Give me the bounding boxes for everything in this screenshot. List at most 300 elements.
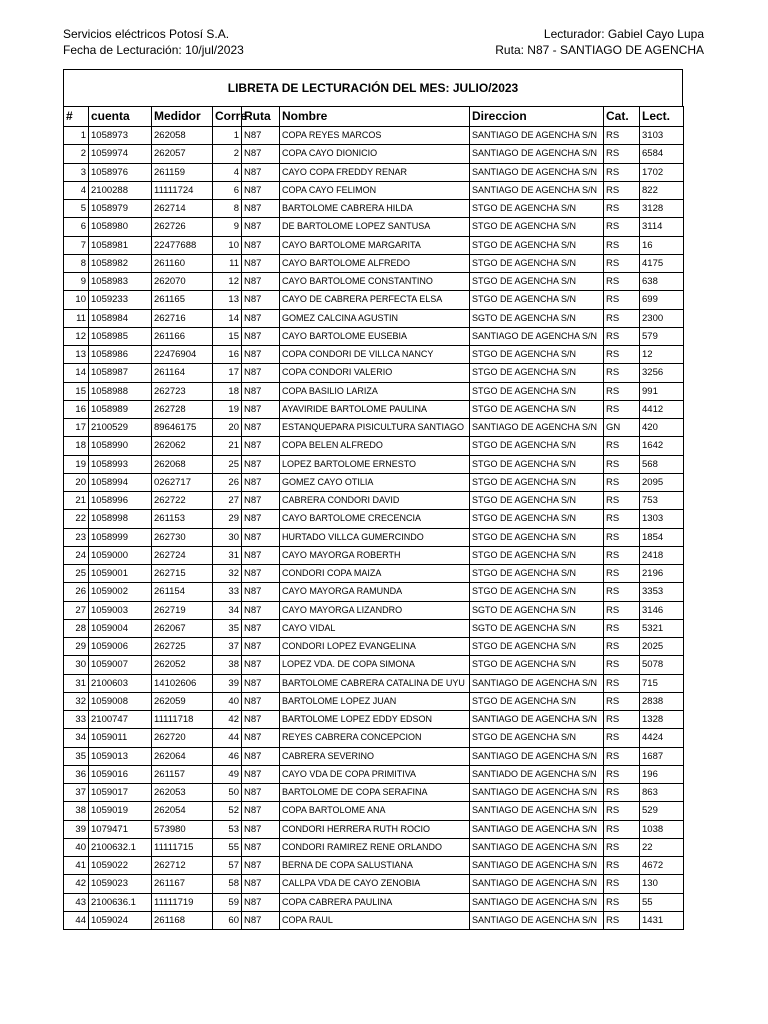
row-index: 9 (64, 273, 89, 291)
sequence-cell: 39 (213, 674, 242, 692)
row-index: 43 (64, 893, 89, 911)
reading-cell: 863 (640, 784, 684, 802)
reading-cell: 715 (640, 674, 684, 692)
name-cell: CAYO BARTOLOME ALFREDO (280, 254, 470, 272)
address-cell: SANTIAGO DE AGENCHA S/N (470, 327, 604, 345)
address-cell: STGO DE AGENCHA S/N (470, 583, 604, 601)
account-cell: 1058981 (89, 236, 152, 254)
name-cell: COPA CAYO DIONICIO (280, 145, 470, 163)
table-row (64, 400, 684, 418)
name-cell: CONDORI HERRERA RUTH ROCIO (280, 820, 470, 838)
meter-cell: 262067 (152, 619, 213, 637)
reading-cell: 753 (640, 492, 684, 510)
address-cell: SANTIAGO DE AGENCHA S/N (470, 711, 604, 729)
row-index: 12 (64, 327, 89, 345)
table-row (64, 473, 684, 491)
name-cell: COPA CONDORI DE VILLCA NANCY (280, 346, 470, 364)
account-cell: 1058973 (89, 127, 152, 145)
account-cell: 1059004 (89, 619, 152, 637)
account-cell: 1059022 (89, 857, 152, 875)
table-row (64, 875, 684, 893)
table-row (64, 528, 684, 546)
name-cell: COPA BARTOLOME ANA (280, 802, 470, 820)
reading-cell: 2418 (640, 546, 684, 564)
address-cell: STGO DE AGENCHA S/N (470, 254, 604, 272)
account-cell: 1058999 (89, 528, 152, 546)
meter-cell: 22476904 (152, 346, 213, 364)
col-header-route: Ruta (242, 107, 280, 127)
meter-cell: 261160 (152, 254, 213, 272)
reading-cell: 991 (640, 382, 684, 400)
reading-cell: 638 (640, 273, 684, 291)
sequence-cell: 4 (213, 163, 242, 181)
meter-cell: 262053 (152, 784, 213, 802)
account-cell: 1059001 (89, 565, 152, 583)
route-label: Ruta: N87 - SANTIAGO DE AGENCHA (495, 43, 704, 57)
name-cell: GOMEZ CALCINA AGUSTIN (280, 309, 470, 327)
row-index: 4 (64, 181, 89, 199)
reading-date: Fecha de Lecturación: 10/jul/2023 (63, 43, 244, 57)
sequence-cell: 6 (213, 181, 242, 199)
table-row (64, 218, 684, 236)
category-cell: RS (604, 492, 640, 510)
address-cell: STGO DE AGENCHA S/N (470, 273, 604, 291)
table-row (64, 838, 684, 856)
address-cell: SANTIAGO DE AGENCHA S/N (470, 838, 604, 856)
sequence-cell: 40 (213, 692, 242, 710)
meter-cell: 262059 (152, 692, 213, 710)
meter-cell: 11111719 (152, 893, 213, 911)
route-cell: N87 (242, 747, 280, 765)
address-cell: STGO DE AGENCHA S/N (470, 437, 604, 455)
reading-cell: 2025 (640, 638, 684, 656)
reading-cell: 4175 (640, 254, 684, 272)
category-cell: RS (604, 236, 640, 254)
meter-cell: 261157 (152, 765, 213, 783)
account-cell: 1058987 (89, 364, 152, 382)
route-cell: N87 (242, 145, 280, 163)
row-index: 33 (64, 711, 89, 729)
name-cell: GOMEZ CAYO OTILIA (280, 473, 470, 491)
meter-cell: 261153 (152, 510, 213, 528)
reading-cell: 699 (640, 291, 684, 309)
col-header-name: Nombre (280, 107, 470, 127)
row-index: 14 (64, 364, 89, 382)
sequence-cell: 37 (213, 638, 242, 656)
sequence-cell: 50 (213, 784, 242, 802)
account-cell: 2100632.1 (89, 838, 152, 856)
name-cell: CAYO BARTOLOME CRECENCIA (280, 510, 470, 528)
route-cell: N87 (242, 254, 280, 272)
reading-cell: 568 (640, 455, 684, 473)
row-index: 30 (64, 656, 89, 674)
sequence-cell: 35 (213, 619, 242, 637)
sequence-cell: 16 (213, 346, 242, 364)
meter-cell: 0262717 (152, 473, 213, 491)
row-index: 29 (64, 638, 89, 656)
route-cell: N87 (242, 838, 280, 856)
table-row (64, 784, 684, 802)
category-cell: RS (604, 747, 640, 765)
category-cell: RS (604, 181, 640, 199)
route-cell: N87 (242, 601, 280, 619)
reading-cell: 1431 (640, 911, 684, 929)
meter-cell: 11111718 (152, 711, 213, 729)
row-index: 8 (64, 254, 89, 272)
route-cell: N87 (242, 455, 280, 473)
address-cell: STGO DE AGENCHA S/N (470, 364, 604, 382)
category-cell: RS (604, 820, 640, 838)
name-cell: CAYO VDA DE COPA PRIMITIVA (280, 765, 470, 783)
address-cell: SANTIAGO DE AGENCHA S/N (470, 181, 604, 199)
table-row (64, 510, 684, 528)
reading-cell: 196 (640, 765, 684, 783)
category-cell: RS (604, 163, 640, 181)
address-cell: SGTO DE AGENCHA S/N (470, 309, 604, 327)
name-cell: CAYO DE CABRERA PERFECTA ELSA (280, 291, 470, 309)
category-cell: RS (604, 127, 640, 145)
table-row (64, 656, 684, 674)
meter-cell: 262722 (152, 492, 213, 510)
meter-cell: 261159 (152, 163, 213, 181)
reading-cell: 4412 (640, 400, 684, 418)
route-cell: N87 (242, 291, 280, 309)
table-row (64, 455, 684, 473)
table-row (64, 619, 684, 637)
route-cell: N87 (242, 163, 280, 181)
account-cell: 2100747 (89, 711, 152, 729)
category-cell: RS (604, 346, 640, 364)
route-cell: N87 (242, 273, 280, 291)
address-cell: STGO DE AGENCHA S/N (470, 492, 604, 510)
meter-cell: 262716 (152, 309, 213, 327)
sequence-cell: 55 (213, 838, 242, 856)
meter-cell: 262068 (152, 455, 213, 473)
route-cell: N87 (242, 510, 280, 528)
category-cell: RS (604, 765, 640, 783)
meter-cell: 262064 (152, 747, 213, 765)
sequence-cell: 46 (213, 747, 242, 765)
sequence-cell: 27 (213, 492, 242, 510)
route-cell: N87 (242, 711, 280, 729)
sequence-cell: 30 (213, 528, 242, 546)
sequence-cell: 31 (213, 546, 242, 564)
row-index: 42 (64, 875, 89, 893)
col-header-category: Cat. (604, 107, 640, 127)
account-cell: 1059006 (89, 638, 152, 656)
reading-cell: 1642 (640, 437, 684, 455)
meter-cell: 14102606 (152, 674, 213, 692)
row-index: 15 (64, 382, 89, 400)
address-cell: STGO DE AGENCHA S/N (470, 346, 604, 364)
table-row (64, 273, 684, 291)
table-body (64, 127, 684, 930)
name-cell: BARTOLOME CABRERA CATALINA DE UYU (280, 674, 470, 692)
row-index: 19 (64, 455, 89, 473)
table-row (64, 674, 684, 692)
meter-cell: 262724 (152, 546, 213, 564)
table-row (64, 765, 684, 783)
meter-cell: 262714 (152, 200, 213, 218)
address-cell: STGO DE AGENCHA S/N (470, 455, 604, 473)
address-cell: SANTIAGO DE AGENCHA S/N (470, 145, 604, 163)
account-cell: 1058990 (89, 437, 152, 455)
row-index: 11 (64, 309, 89, 327)
address-cell: SANTIAGO DE AGENCHA S/N (470, 893, 604, 911)
reading-cell: 3128 (640, 200, 684, 218)
row-index: 40 (64, 838, 89, 856)
route-cell: N87 (242, 802, 280, 820)
row-index: 41 (64, 857, 89, 875)
row-index: 2 (64, 145, 89, 163)
row-index: 35 (64, 747, 89, 765)
address-cell: STGO DE AGENCHA S/N (470, 546, 604, 564)
account-cell: 1059017 (89, 784, 152, 802)
row-index: 37 (64, 784, 89, 802)
table-row (64, 820, 684, 838)
sequence-cell: 58 (213, 875, 242, 893)
category-cell: RS (604, 601, 640, 619)
table-row (64, 546, 684, 564)
route-cell: N87 (242, 729, 280, 747)
address-cell: STGO DE AGENCHA S/N (470, 236, 604, 254)
sequence-cell: 15 (213, 327, 242, 345)
meter-cell: 89646175 (152, 419, 213, 437)
route-cell: N87 (242, 492, 280, 510)
sequence-cell: 38 (213, 656, 242, 674)
table-row (64, 747, 684, 765)
account-cell: 1058993 (89, 455, 152, 473)
table-row (64, 437, 684, 455)
route-cell: N87 (242, 127, 280, 145)
account-cell: 1059011 (89, 729, 152, 747)
reading-cell: 3114 (640, 218, 684, 236)
address-cell: SANTIAGO DE AGENCHA S/N (470, 875, 604, 893)
table-row (64, 893, 684, 911)
account-cell: 1059000 (89, 546, 152, 564)
address-cell: SANTIAGO DE AGENCHA S/N (470, 802, 604, 820)
reading-cell: 420 (640, 419, 684, 437)
reading-cell: 1687 (640, 747, 684, 765)
name-cell: CONDORI COPA MAIZA (280, 565, 470, 583)
account-cell: 1058989 (89, 400, 152, 418)
meter-cell: 573980 (152, 820, 213, 838)
name-cell: CAYO COPA FREDDY RENAR (280, 163, 470, 181)
name-cell: HURTADO VILLCA GUMERCINDO (280, 528, 470, 546)
address-cell: SANTIAGO DE AGENCHA S/N (470, 419, 604, 437)
category-cell: RS (604, 254, 640, 272)
reading-cell: 4424 (640, 729, 684, 747)
account-cell: 1058984 (89, 309, 152, 327)
reading-cell: 55 (640, 893, 684, 911)
account-cell: 1059024 (89, 911, 152, 929)
sequence-cell: 57 (213, 857, 242, 875)
route-cell: N87 (242, 218, 280, 236)
address-cell: STGO DE AGENCHA S/N (470, 473, 604, 491)
address-cell: SANTIAGO DE AGENCHA S/N (470, 911, 604, 929)
readings-table (63, 106, 684, 930)
name-cell: AYAVIRIDE BARTOLOME PAULINA (280, 400, 470, 418)
table-header-row (64, 107, 684, 127)
table-row (64, 492, 684, 510)
category-cell: RS (604, 437, 640, 455)
table-row (64, 127, 684, 145)
reading-cell: 2838 (640, 692, 684, 710)
row-index: 32 (64, 692, 89, 710)
route-cell: N87 (242, 200, 280, 218)
row-index: 16 (64, 400, 89, 418)
category-cell: RS (604, 875, 640, 893)
category-cell: RS (604, 546, 640, 564)
table-row (64, 181, 684, 199)
route-cell: N87 (242, 820, 280, 838)
meter-cell: 262720 (152, 729, 213, 747)
row-index: 17 (64, 419, 89, 437)
row-index: 10 (64, 291, 89, 309)
meter-cell: 262730 (152, 528, 213, 546)
reading-cell: 1702 (640, 163, 684, 181)
row-index: 26 (64, 583, 89, 601)
sequence-cell: 11 (213, 254, 242, 272)
account-cell: 1058979 (89, 200, 152, 218)
table-row (64, 309, 684, 327)
sequence-cell: 49 (213, 765, 242, 783)
category-cell: RS (604, 218, 640, 236)
account-cell: 1059007 (89, 656, 152, 674)
name-cell: COPA BASILIO LARIZA (280, 382, 470, 400)
meter-cell: 261168 (152, 911, 213, 929)
account-cell: 1059233 (89, 291, 152, 309)
row-index: 20 (64, 473, 89, 491)
account-cell: 1059002 (89, 583, 152, 601)
name-cell: BARTOLOME LOPEZ EDDY EDSON (280, 711, 470, 729)
route-cell: N87 (242, 765, 280, 783)
row-index: 3 (64, 163, 89, 181)
account-cell: 1059016 (89, 765, 152, 783)
category-cell: RS (604, 838, 640, 856)
row-index: 25 (64, 565, 89, 583)
route-cell: N87 (242, 875, 280, 893)
meter-cell: 262715 (152, 565, 213, 583)
row-index: 21 (64, 492, 89, 510)
sequence-cell: 20 (213, 419, 242, 437)
route-cell: N87 (242, 619, 280, 637)
meter-cell: 262719 (152, 601, 213, 619)
reading-cell: 1303 (640, 510, 684, 528)
reader-name: Lecturador: Gabiel Cayo Lupa (543, 27, 704, 41)
meter-cell: 262052 (152, 656, 213, 674)
sequence-cell: 60 (213, 911, 242, 929)
category-cell: RS (604, 893, 640, 911)
table-row (64, 163, 684, 181)
sequence-cell: 8 (213, 200, 242, 218)
meter-cell: 22477688 (152, 236, 213, 254)
reading-cell: 2300 (640, 309, 684, 327)
category-cell: RS (604, 656, 640, 674)
route-cell: N87 (242, 692, 280, 710)
table-row (64, 857, 684, 875)
account-cell: 1058985 (89, 327, 152, 345)
reading-cell: 12 (640, 346, 684, 364)
address-cell: SANTIAGO DE AGENCHA S/N (470, 674, 604, 692)
reading-cell: 822 (640, 181, 684, 199)
reading-sheet (63, 69, 683, 930)
name-cell: CALLPA VDA DE CAYO ZENOBIA (280, 875, 470, 893)
name-cell: COPA CAYO FELIMON (280, 181, 470, 199)
category-cell: RS (604, 711, 640, 729)
category-cell: RS (604, 638, 640, 656)
sequence-cell: 32 (213, 565, 242, 583)
sequence-cell: 13 (213, 291, 242, 309)
sequence-cell: 18 (213, 382, 242, 400)
address-cell: SANTIAGO DE AGENCHA S/N (470, 127, 604, 145)
table-row (64, 802, 684, 820)
header-right (495, 26, 704, 58)
address-cell: STGO DE AGENCHA S/N (470, 729, 604, 747)
name-cell: BARTOLOME DE COPA SERAFINA (280, 784, 470, 802)
meter-cell: 11111715 (152, 838, 213, 856)
sequence-cell: 59 (213, 893, 242, 911)
name-cell: COPA REYES MARCOS (280, 127, 470, 145)
col-header-reading: Lect. (640, 107, 684, 127)
sequence-cell: 21 (213, 437, 242, 455)
table-row (64, 601, 684, 619)
account-cell: 2100603 (89, 674, 152, 692)
row-index: 18 (64, 437, 89, 455)
name-cell: LOPEZ VDA. DE COPA SIMONA (280, 656, 470, 674)
name-cell: CAYO BARTOLOME MARGARITA (280, 236, 470, 254)
reading-cell: 4672 (640, 857, 684, 875)
reading-cell: 3103 (640, 127, 684, 145)
reading-cell: 1854 (640, 528, 684, 546)
reading-cell: 3256 (640, 364, 684, 382)
sequence-cell: 1 (213, 127, 242, 145)
col-header-sequence: Corre (213, 107, 242, 127)
name-cell: DE BARTOLOME LOPEZ SANTUSA (280, 218, 470, 236)
name-cell: CONDORI LOPEZ EVANGELINA (280, 638, 470, 656)
sequence-cell: 26 (213, 473, 242, 491)
category-cell: RS (604, 510, 640, 528)
route-cell: N87 (242, 382, 280, 400)
sequence-cell: 19 (213, 400, 242, 418)
address-cell: STGO DE AGENCHA S/N (470, 565, 604, 583)
meter-cell: 262057 (152, 145, 213, 163)
sequence-cell: 9 (213, 218, 242, 236)
address-cell: STGO DE AGENCHA S/N (470, 291, 604, 309)
address-cell: SGTO DE AGENCHA S/N (470, 619, 604, 637)
row-index: 22 (64, 510, 89, 528)
account-cell: 1058994 (89, 473, 152, 491)
name-cell: CAYO MAYORGA LIZANDRO (280, 601, 470, 619)
category-cell: RS (604, 583, 640, 601)
meter-cell: 261164 (152, 364, 213, 382)
account-cell: 1059003 (89, 601, 152, 619)
account-cell: 1058998 (89, 510, 152, 528)
sequence-cell: 17 (213, 364, 242, 382)
table-row (64, 346, 684, 364)
sequence-cell: 52 (213, 802, 242, 820)
meter-cell: 261167 (152, 875, 213, 893)
address-cell: STGO DE AGENCHA S/N (470, 692, 604, 710)
name-cell: CONDORI RAMIREZ RENE ORLANDO (280, 838, 470, 856)
name-cell: LOPEZ BARTOLOME ERNESTO (280, 455, 470, 473)
route-cell: N87 (242, 656, 280, 674)
table-row (64, 419, 684, 437)
reading-cell: 3353 (640, 583, 684, 601)
address-cell: STGO DE AGENCHA S/N (470, 200, 604, 218)
table-row (64, 145, 684, 163)
route-cell: N87 (242, 528, 280, 546)
